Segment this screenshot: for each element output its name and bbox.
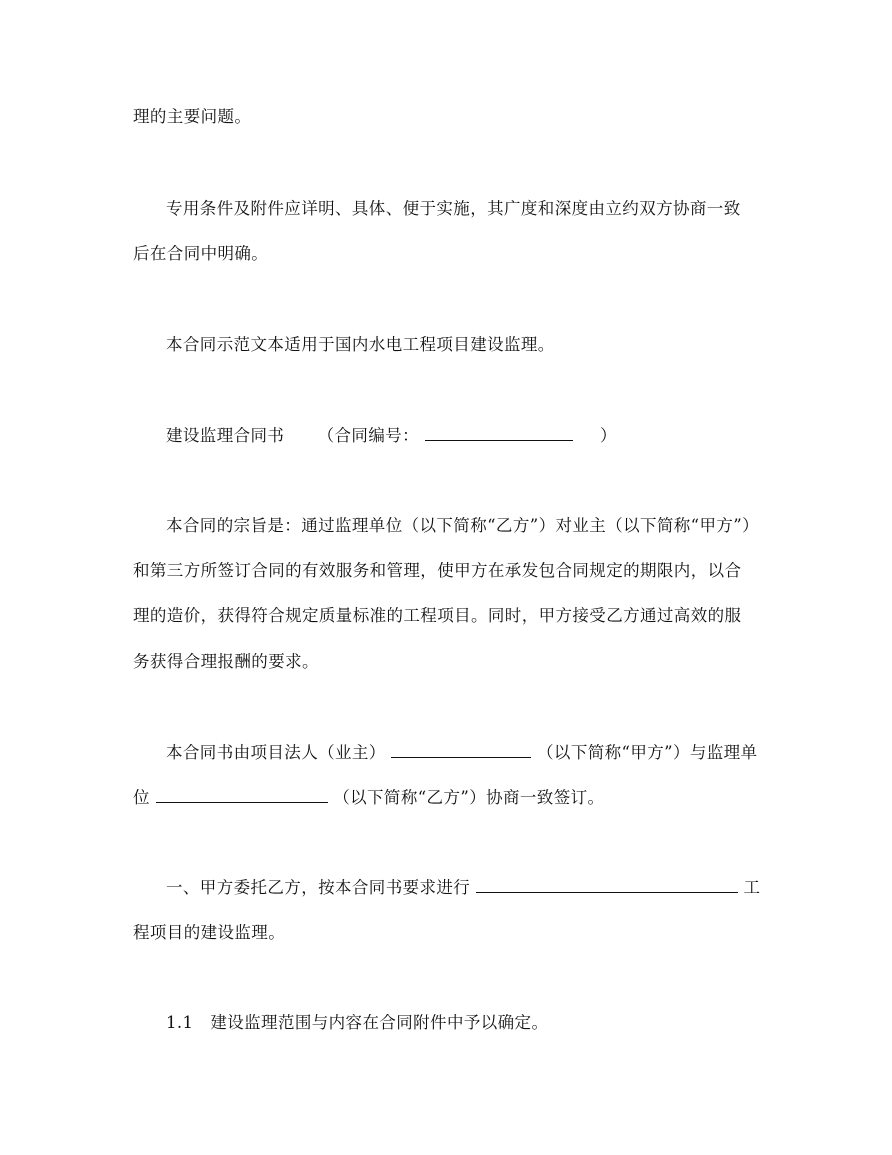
paragraph-line <box>133 106 251 128</box>
paragraph-line <box>133 605 741 627</box>
party-b-blank[interactable] <box>156 786 328 803</box>
clause-line <box>166 1012 548 1034</box>
paragraph-line <box>166 741 758 764</box>
clause-1-1: 1.1 建设监理范围与内容在合同附件中予以确定。 <box>166 1013 549 1032</box>
contract-number-close: ） <box>600 426 617 445</box>
contract-title-line <box>166 424 617 447</box>
text-line: 理的造价，获得符合规定质量标准的工程项目。同时，甲方接受乙方通过高效的服 <box>133 606 742 625</box>
paragraph-line <box>166 198 741 220</box>
text-line: 和第三方所签订合同的有效服务和管理，使甲方在承发包合同规定的期限内，以合 <box>133 561 742 580</box>
text-line: 工 <box>743 878 761 897</box>
party-a-blank[interactable] <box>391 741 531 758</box>
paragraph-line <box>133 922 285 944</box>
text-line: （以下简称“乙方”）协商一致签订。 <box>333 788 605 807</box>
paragraph-line <box>133 786 604 809</box>
paragraph-line <box>166 334 555 356</box>
text-line: 本合同示范文本适用于国内水电工程项目建设监理。 <box>166 335 555 354</box>
paragraph-line <box>133 243 268 265</box>
paragraph-line <box>166 515 759 537</box>
contract-number-blank[interactable] <box>425 424 573 441</box>
paragraph-line <box>166 876 760 899</box>
text-line: 务获得合理报酬的要求。 <box>133 652 319 671</box>
paragraph-line <box>133 560 741 582</box>
contract-title: 建设监理合同书 <box>166 426 285 445</box>
text-line: （以下简称“甲方”）与监理单 <box>537 743 758 762</box>
paragraph-line <box>133 651 319 673</box>
text-line: 后在合同中明确。 <box>133 244 269 263</box>
text-line: 一、甲方委托乙方，按本合同书要求进行 <box>166 878 471 897</box>
text-line: 位 <box>133 788 150 807</box>
text-line: 理的主要问题。 <box>133 107 252 126</box>
text-line: 专用条件及附件应详明、具体、便于实施，其广度和深度由立约双方协商一致 <box>166 199 741 218</box>
contract-number-label: （合同编号： <box>317 426 420 445</box>
text-line: 程项目的建设监理。 <box>133 923 286 942</box>
project-name-blank[interactable] <box>476 876 738 893</box>
text-line: 本合同的宗旨是：通过监理单位（以下简称“乙方”）对业主（以下简称“甲方”） <box>166 516 760 535</box>
text-line: 本合同书由项目法人（业主） <box>166 743 386 762</box>
